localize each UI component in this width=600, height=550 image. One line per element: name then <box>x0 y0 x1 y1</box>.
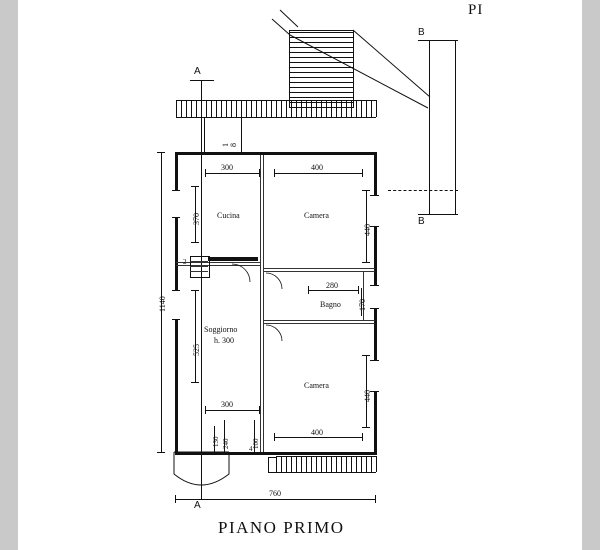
dimtick-cam1-h-t <box>362 190 370 191</box>
bagno-right-edge <box>363 271 364 320</box>
partition-camera1-south <box>263 268 375 269</box>
drawing-title: PIANO PRIMO <box>218 518 345 537</box>
dim-small-a: 130 <box>212 436 220 447</box>
dimtick-cucina-w-l <box>205 169 206 177</box>
stair-step-2 <box>190 266 208 267</box>
dimtick-cam2-h-t <box>362 355 370 356</box>
dim-camera2-width: 400 <box>311 428 323 437</box>
dim-top-small-2: 8 <box>229 143 238 147</box>
terrace-top-line <box>276 456 376 457</box>
section-line-b <box>429 40 430 215</box>
section-line-b-2 <box>455 40 456 215</box>
dimtick-bagno-w-r <box>358 286 359 294</box>
dim-cucina-width: 300 <box>221 163 233 172</box>
dimtick-cam1-w-l <box>274 169 275 177</box>
dimtick-ow-l <box>175 495 176 503</box>
window-east-bagno <box>370 285 379 309</box>
landing-bar <box>208 257 258 261</box>
room-label-cucina: Cucina <box>217 211 240 220</box>
partition-vertical-main <box>260 155 261 452</box>
dim-bagno-height: 170 <box>358 299 367 311</box>
roof-top-line <box>176 100 376 101</box>
dim-top-small-1: 1 <box>221 143 230 147</box>
dim-small-c: 100 <box>252 438 260 449</box>
dashed-ref-line <box>388 190 458 191</box>
terrace-right-line <box>376 456 377 472</box>
section-a-tick-top <box>190 80 214 81</box>
dimline-camera1-width <box>274 173 362 174</box>
dimtick-sog-h-t <box>191 290 199 291</box>
window-west-cucina <box>172 190 180 218</box>
partition-bagno-south <box>263 320 375 321</box>
dim-small-b: 240 <box>222 438 230 449</box>
dimline-overall-width <box>175 499 375 500</box>
door-bagno <box>264 272 304 302</box>
dim-small-d: 4 <box>249 445 253 453</box>
dimtick-sog-w-l <box>205 406 206 414</box>
dim-cucina-height: 370 <box>192 213 201 225</box>
section-mark-a-bottom: A <box>194 500 201 511</box>
section-b-tick-top <box>418 40 458 41</box>
door-camera2 <box>264 324 304 354</box>
room-label-camera1: Camera <box>304 211 329 220</box>
dimtick-cam1-w-r <box>362 169 363 177</box>
dimtick-bagno-w-l <box>308 286 309 294</box>
stair-mark-label: 2 <box>183 258 187 266</box>
stair-diagonal <box>268 5 468 115</box>
window-west-soggiorno <box>172 290 180 320</box>
section-mark-a-top: A <box>194 66 201 77</box>
terrace-bottom-line <box>276 472 376 473</box>
room-label-camera2: Camera <box>304 381 329 390</box>
dim-camera2-height: 440 <box>363 390 372 402</box>
dimline-cucina-width <box>205 173 259 174</box>
dimtick-sog-h-b <box>191 382 199 383</box>
dimtick-oh-b <box>157 452 165 453</box>
dim-soggiorno-width: 300 <box>221 400 233 409</box>
dimline-bagno-width <box>308 290 358 291</box>
room-label-bagno: Bagno <box>320 300 341 309</box>
porch-bay <box>171 452 281 502</box>
dimtick-cam1-h-b <box>362 262 370 263</box>
roof-right-line <box>376 100 377 117</box>
dimtick-cucina-w-r <box>259 169 260 177</box>
partition-vertical-main-2 <box>263 155 264 452</box>
dim-soggiorno-height: 525 <box>192 344 201 356</box>
dim-bagno-width: 280 <box>326 281 338 290</box>
roof-hatch-band <box>176 100 376 117</box>
terrace-hatch <box>276 456 376 472</box>
top-title: PI <box>468 2 484 18</box>
dimtick-cam2-h-b <box>362 427 370 428</box>
section-mark-b-bottom: B <box>418 216 425 227</box>
dim-camera1-width: 400 <box>311 163 323 172</box>
roof-left-line <box>176 100 177 117</box>
section-b-tick-bottom <box>418 214 458 215</box>
dim-overall-width: 760 <box>269 489 281 498</box>
dimtick-oh-t <box>157 152 165 153</box>
dimline-soggiorno-width <box>205 410 259 411</box>
dimline-camera2-width <box>274 437 362 438</box>
dimtick-cam2-w-l <box>274 433 275 441</box>
balcony-box <box>204 117 242 154</box>
dimline-soggiorno-height <box>195 290 196 382</box>
dimtick-cucina-h-t <box>191 186 199 187</box>
dimtick-sog-w-r <box>259 406 260 414</box>
dim-camera1-height: 440 <box>363 224 372 236</box>
stair-box-soggiorno <box>190 256 210 278</box>
dim-overall-height: 1140 <box>158 296 167 312</box>
window-east-camera1 <box>370 195 379 227</box>
dimtick-cucina-h-b <box>191 242 199 243</box>
stair-step-1 <box>190 261 208 262</box>
room-label-soggiorno: Soggiorno <box>204 325 238 334</box>
section-line-a <box>201 80 202 500</box>
drawing-sheet <box>18 0 582 550</box>
room-sublabel-soggiorno: h. 300 <box>214 336 234 345</box>
dimtick-cam2-w-r <box>362 433 363 441</box>
section-mark-b-top: B <box>418 27 425 38</box>
wall-north <box>175 152 377 155</box>
stair-step-3 <box>190 271 208 272</box>
window-east-camera2 <box>370 360 379 392</box>
dimtick-ow-r <box>375 495 376 503</box>
